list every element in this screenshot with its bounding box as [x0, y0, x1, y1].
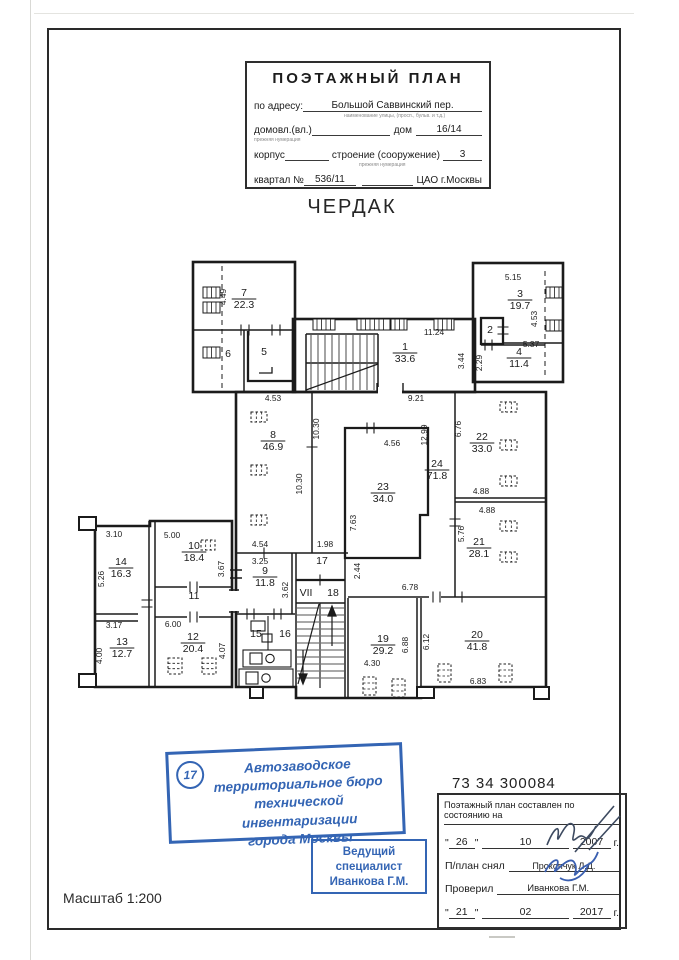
room-label: 12 — [187, 631, 199, 643]
bti-stamp-line: города Москвы — [247, 829, 354, 849]
room-label: 17 — [316, 555, 328, 567]
dimension-label: 4.07 — [217, 642, 227, 660]
room-label: 18.4 — [183, 552, 205, 564]
room-label: 71.8 — [426, 470, 448, 482]
dimension-label: 10.30 — [311, 418, 321, 440]
room-label: 34.0 — [372, 493, 394, 505]
quote-mark: " — [445, 907, 449, 919]
radiator-hatch — [506, 521, 512, 531]
surveyed-row — [445, 860, 619, 872]
year-suffix: г. — [613, 907, 619, 919]
dimension-label: 4.00 — [94, 647, 104, 665]
dimension-label: 5.15 — [504, 272, 522, 282]
window-symbol — [546, 320, 562, 331]
room-label: 11 — [188, 590, 200, 602]
room-label: 16 — [279, 628, 291, 640]
specialist-stamp-line: специалист — [335, 860, 403, 873]
radiator-symbol — [500, 521, 517, 531]
window-symbol — [391, 319, 407, 330]
window-symbol — [357, 319, 390, 330]
building-label: корпус — [254, 150, 285, 161]
radiator-hatch — [506, 440, 512, 450]
dimension-label: 4.53 — [264, 393, 282, 403]
dimension-label: 11.24 — [423, 327, 445, 337]
room-label: 20 — [471, 629, 483, 641]
dimension-label: 4.54 — [251, 539, 269, 549]
dimension-label: 6.83 — [469, 676, 487, 686]
house-label: дом — [393, 125, 412, 136]
radiator-hatch — [206, 540, 211, 550]
radiator-hatch — [168, 663, 182, 668]
surveyed-label: П/план снял — [445, 860, 505, 872]
checked-label: Проверил — [445, 883, 494, 895]
dimension-label: 2.29 — [474, 354, 484, 372]
room-label: 6 — [225, 348, 231, 360]
checked-row — [445, 883, 619, 895]
radiator-symbol — [168, 658, 182, 674]
day-value: 26 — [449, 836, 475, 849]
radiator-symbol — [251, 412, 267, 422]
bti-stamp-number: 17 — [176, 760, 205, 789]
dimension-label: 4.30 — [363, 658, 381, 668]
address-caption: наименование улицы, (просп., бульв. и т.д.) — [344, 113, 446, 119]
room-label: 28.1 — [468, 548, 490, 560]
bti-stamp-line: Автозаводское — [243, 756, 352, 776]
month-value: 10 — [482, 836, 568, 849]
radiator-hatch — [499, 670, 512, 676]
dimension-label: 3.44 — [456, 352, 466, 370]
radiator-symbol — [499, 664, 512, 682]
dimension-label: 4.49 — [218, 288, 228, 306]
dimension-label: 6.76 — [453, 420, 463, 438]
floor-title: ЧЕРДАК — [307, 196, 397, 218]
district-value: ЦАО г.Москвы — [416, 175, 482, 186]
radiator-symbol — [500, 402, 517, 412]
form-title: ПОЭТАЖНЫЙ ПЛАН — [272, 70, 464, 87]
dimension-label: 4.88 — [472, 486, 490, 496]
room-label: 22.3 — [233, 299, 255, 311]
surveyed-value: Прокопчук Л.Д. — [509, 861, 619, 872]
bti-stamp — [165, 742, 406, 849]
room-label: 15 — [250, 628, 262, 640]
stair-hatch — [297, 335, 374, 678]
dimension-label: 10.30 — [294, 473, 304, 495]
room-label: 10 — [188, 540, 200, 552]
room-label: 9 — [262, 565, 268, 577]
dimension-label: 3.10 — [105, 529, 123, 539]
quote-mark: " — [474, 907, 479, 919]
radiator-hatch — [506, 402, 512, 412]
stair-arrows — [298, 364, 378, 688]
toilet-fixtures — [239, 616, 293, 687]
dimension-label: 3.67 — [216, 560, 226, 578]
room-label: 29.2 — [372, 645, 394, 657]
dimension-label: 4.88 — [478, 505, 496, 515]
quarter-label: квартал № — [254, 175, 304, 186]
dimension-label: 12.99 — [419, 424, 429, 446]
room-label: 19 — [377, 633, 389, 645]
year-suffix: г. — [613, 837, 619, 849]
room-label: 12.7 — [111, 648, 133, 660]
radiator-hatch — [256, 412, 261, 422]
dimension-label: 7.63 — [348, 514, 358, 532]
dimension-label: 4.53 — [529, 310, 539, 328]
room-label: 33.6 — [394, 353, 416, 365]
room-label: 14 — [115, 556, 127, 568]
room-label: 18 — [327, 587, 339, 599]
structure-label: строение (сооружение) — [331, 150, 441, 161]
dimension-label: 4.56 — [383, 438, 401, 448]
room-label: 13 — [116, 636, 128, 648]
certificate-number: 73 34 300084 — [452, 775, 556, 792]
radiator-hatch — [202, 663, 216, 668]
room-label: 5 — [261, 346, 267, 358]
specialist-stamp-line: Иванкова Г.М. — [329, 875, 409, 888]
radiator-hatch — [506, 476, 512, 486]
room-label: 22 — [476, 431, 488, 443]
radiator-hatch — [363, 683, 376, 689]
room-label: 20.4 — [182, 643, 204, 655]
dimension-label: 9.21 — [407, 393, 425, 403]
dimension-label: 5.00 — [163, 530, 181, 540]
bti-stamp-line: территориальное бюро — [213, 773, 383, 796]
ownership-caption: прежняя нумерация — [254, 137, 301, 143]
dimension-label: 6.12 — [421, 633, 431, 651]
dimension-label: 5.37 — [522, 339, 540, 349]
dimension-label: 3.17 — [105, 620, 123, 630]
room-label: 2 — [487, 324, 493, 336]
dimension-label: 1.98 — [316, 539, 334, 549]
footer-table-title: Поэтажный план составлен по состоянию на — [444, 800, 620, 825]
house-value: 16/14 — [416, 124, 482, 136]
year-value: 2017 — [573, 906, 611, 919]
day-value: 21 — [449, 906, 475, 919]
radiator-hatch — [392, 685, 405, 691]
radiator-hatch — [438, 670, 451, 676]
structure-value: 3 — [443, 149, 482, 161]
room-label: 16.3 — [110, 568, 132, 580]
address-label: по адресу: — [254, 101, 304, 112]
date-row-2 — [445, 906, 619, 919]
dimension-label: 6.88 — [400, 636, 410, 654]
room-label: 46.9 — [262, 441, 284, 453]
ownership-label: домовл.(вл.) — [254, 125, 312, 136]
quarter-value: 536/11 — [304, 174, 356, 186]
radiator-hatch — [256, 465, 261, 475]
dimension-label: 2.44 — [352, 562, 362, 580]
room-label: 3 — [517, 288, 523, 300]
radiator-symbol — [500, 476, 517, 486]
room-label: 11.4 — [509, 358, 529, 370]
checked-value: Иванкова Г.М. — [497, 883, 619, 895]
radiator-symbol — [500, 552, 517, 562]
dimension-label: 3.25 — [251, 556, 269, 566]
year-value: 2007 — [573, 836, 611, 849]
room-label: 4 — [516, 346, 522, 358]
specialist-stamp — [311, 839, 427, 894]
room-label: VII — [299, 587, 313, 599]
room-label: 21 — [473, 536, 485, 548]
room-label: 24 — [431, 458, 443, 470]
room-label: 33.0 — [471, 443, 493, 455]
radiator-symbol — [202, 658, 216, 674]
room-label: 19.7 — [509, 300, 531, 312]
address-value: Большой Саввинский пер. — [303, 100, 482, 112]
structure-caption: прежняя нумерация — [359, 162, 406, 168]
dimension-label: 6.00 — [164, 619, 182, 629]
specialist-stamp-line: Ведущий — [342, 846, 396, 858]
quote-mark: " — [474, 837, 479, 849]
radiator-symbol — [392, 679, 405, 697]
radiator-symbol — [251, 465, 267, 475]
quote-mark: " — [445, 837, 449, 849]
radiator-symbol — [438, 664, 451, 682]
scale-label: Масштаб 1:200 — [63, 890, 162, 906]
dimension-label: 6.78 — [401, 582, 419, 592]
radiator-symbol — [201, 540, 215, 550]
dimension-label: 3.62 — [280, 581, 290, 599]
radiator-symbol — [363, 677, 376, 695]
window-symbol — [546, 287, 562, 298]
radiator-hatch — [506, 552, 512, 562]
room-label: 11.8 — [255, 577, 275, 589]
bti-stamp-line: технической инвентаризации — [241, 793, 358, 831]
room-label: 1 — [402, 341, 408, 353]
radiator-hatch — [256, 515, 261, 525]
window-symbol — [313, 319, 335, 330]
room-label: 8 — [270, 429, 276, 441]
radiator-symbol — [500, 440, 517, 450]
room-label: 7 — [241, 287, 247, 299]
footer-table — [437, 793, 627, 929]
radiator-symbol — [251, 515, 267, 525]
room-label: 23 — [377, 481, 389, 493]
dimension-label: 5.76 — [456, 525, 466, 543]
dimension-label: 5.26 — [96, 570, 106, 588]
month-value: 02 — [482, 906, 568, 919]
room-label: 41.8 — [466, 641, 488, 653]
date-row-1 — [445, 836, 619, 849]
